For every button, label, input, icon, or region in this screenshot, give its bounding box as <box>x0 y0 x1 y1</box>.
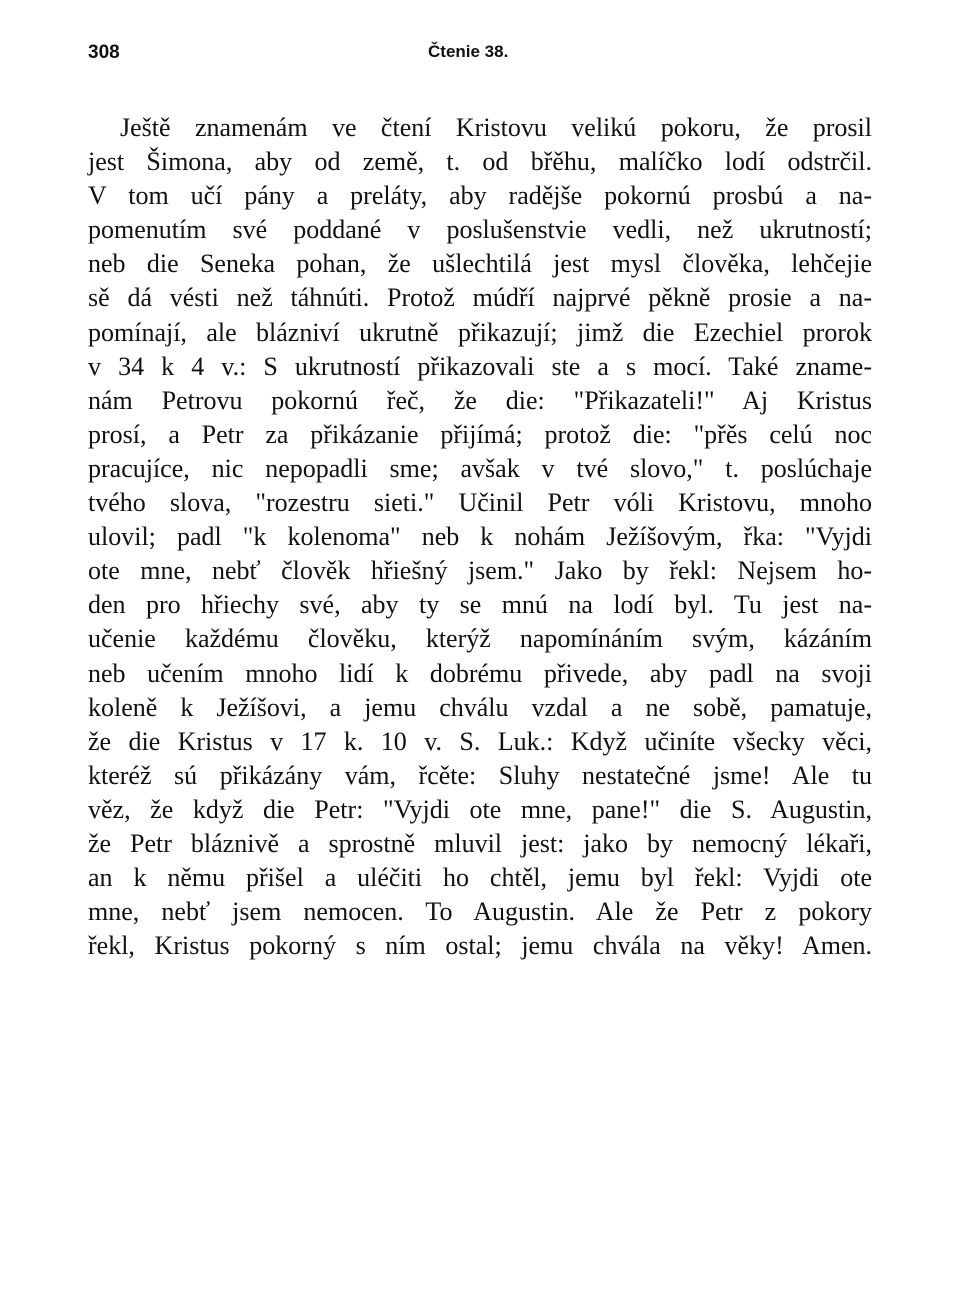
text-line: že die Kristus v 17 k. 10 v. S. Luk.: Když učiníte všecky věci, <box>88 726 872 756</box>
text-line: věz, že když die Petr: "Vyjdi ote mne, pane!" die S. Augustin, <box>88 794 872 824</box>
text-line: že Petr bláznivě a sprostně mluvil jest: jako by nemocný lékaři, <box>88 828 872 858</box>
text-line: ote mne, nebť člověk hřiešný jsem." Jako by řekl: Nejsem ho- <box>88 556 872 586</box>
text-line: pracujíce, nic nepopadli sme; avšak v tvé slovo," t. poslúchaje <box>88 453 872 483</box>
text-line: pomínají, ale blázniví ukrutně přikazují; jimž die Ezechiel prorok <box>88 317 872 347</box>
text-line: pomenutím své poddané v poslušenstvie vedli, než ukrutností; <box>88 215 872 245</box>
text-line: prosí, a Petr za přikázanie přijímá; protož die: "přěs celú noc <box>88 419 872 449</box>
text-line: tvého slova, "rozestru sieti." Učinil Petr vóli Kristovu, mnoho <box>88 488 872 518</box>
text-line: neb učením mnoho lidí k dobrému přivede, aby padl na svoji <box>88 658 872 688</box>
body-text <box>88 111 872 963</box>
text-line: řekl, Kristus pokorný s ním ostal; jemu chvála na věky! Amen. <box>88 931 872 961</box>
page-header <box>88 42 870 72</box>
text-line: Ještě znamenám ve čtení Kristovu velikú pokoru, že prosil <box>120 113 872 142</box>
text-line: v 34 k 4 v.: S ukrutností přikazovali ste a s mocí. Také zname- <box>88 351 872 381</box>
text-line: učenie každému člověku, kterýž napomínáním svým, kázáním <box>88 624 872 654</box>
text-line: nám Petrovu pokornú řeč, že die: "Přikazateli!" Aj Kristus <box>88 385 872 415</box>
text-line: sě dá vésti než táhnúti. Protož múdří najprvé pěkně prosie a na- <box>88 283 872 313</box>
text-line: an k němu přišel a uléčiti ho chtěl, jemu byl řekl: Vyjdi ote <box>88 863 872 893</box>
running-title: Čtenie 38. <box>428 42 509 61</box>
text-line: koleně k Ježíšovi, a jemu chválu vzdal a ne sobě, pamatuje, <box>88 692 872 722</box>
text-line: den pro hřiechy své, aby ty se mnú na lodí byl. Tu jest na- <box>88 590 872 620</box>
text-line: jest Šimona, aby od země, t. od břěhu, malíčko lodí odstrčil. <box>88 147 872 177</box>
text-line: mne, nebť jsem nemocen. To Augustin. Ale že Petr z pokory <box>88 897 872 927</box>
text-line: ulovil; padl "k kolenoma" neb k nohám Ježíšovým, řka: "Vyjdi <box>88 522 872 552</box>
page-number: 308 <box>88 42 120 63</box>
text-line: kteréž sú přikázány vám, řcěte: Sluhy nestatečné jsme! Ale tu <box>88 760 872 790</box>
text-line: V tom učí pány a preláty, aby radějše pokornú prosbú a na- <box>88 181 872 211</box>
text-line: neb die Seneka pohan, že ušlechtilá jest mysl člověka, lehčejie <box>88 249 872 279</box>
